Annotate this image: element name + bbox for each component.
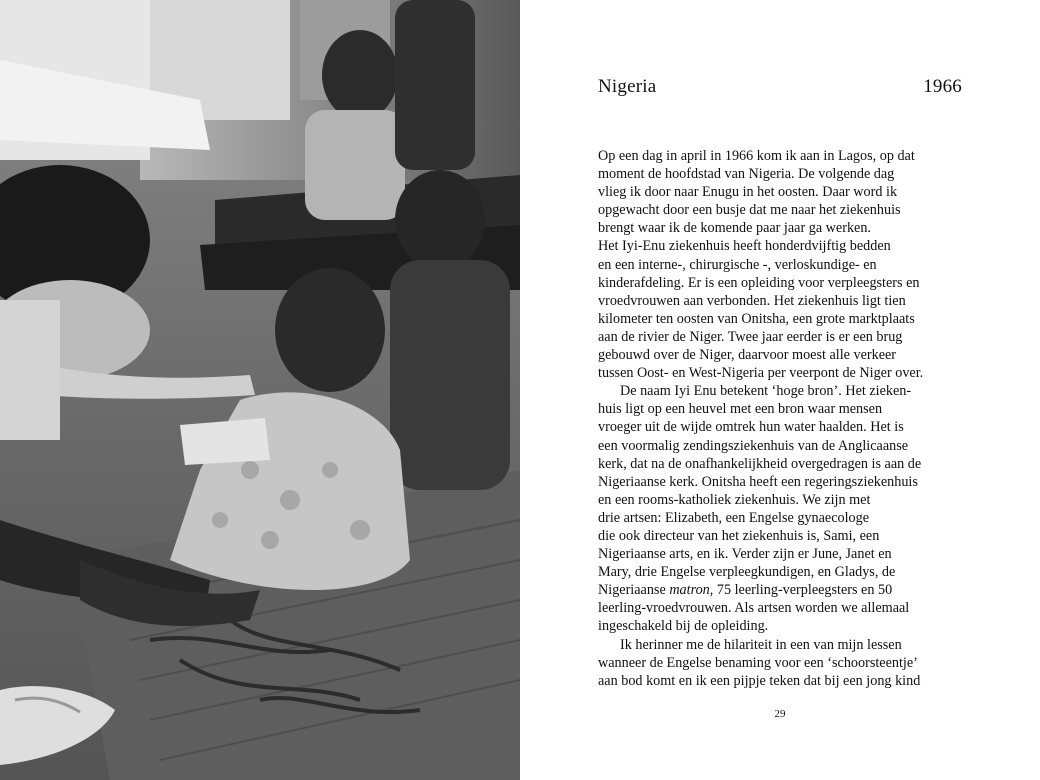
running-header bbox=[598, 76, 962, 102]
text-line: gebouwd over de Niger, daarvoor moest alle verkeer bbox=[598, 347, 897, 364]
text-line: aan bod komt en ik een pijpje teken dat bij een jong kind bbox=[598, 672, 921, 689]
text-line: moment de hoofdstad van Nigeria. De volgende dag bbox=[598, 166, 895, 183]
text-line: vroedvrouwen aan verbonden. Het ziekenhuis ligt tien bbox=[598, 292, 906, 309]
text-line: Het Iyi-Enu ziekenhuis heeft honderdvijftig bedden bbox=[598, 238, 891, 255]
text-line: aan de rivier de Niger. Twee jaar eerder is er een brug bbox=[598, 328, 903, 345]
text-line: een voormalig zendingsziekenhuis van de Anglicaanse bbox=[598, 437, 909, 454]
text-line: Nigeriaanse kerk. Onitsha heeft een regeringsziekenhuis bbox=[598, 473, 918, 490]
text-line: wanneer de Engelse benaming voor een ‘schoorsteentje’ bbox=[598, 654, 918, 671]
text-line: kinderafdeling. Er is een opleiding voor verpleegsters en bbox=[598, 274, 920, 291]
text-line: huis ligt op een heuvel met een bron waar mensen bbox=[598, 401, 883, 418]
text-line: Nigeriaanse matron, 75 leerling-verpleegsters en 50 bbox=[598, 582, 893, 599]
text-line: vlieg ik door naar Enugu in het oosten. Daar word ik bbox=[598, 184, 898, 201]
text-line: drie artsen: Elizabeth, een Engelse gynaecologe bbox=[598, 509, 870, 526]
chapter-year: 1966 bbox=[923, 76, 962, 97]
text-line: ingeschakeld bij de opleiding. bbox=[598, 618, 769, 635]
text-line: De naam Iyi Enu betekent ‘hoge bron’. Het zieken- bbox=[620, 383, 912, 400]
text-page bbox=[520, 0, 1040, 780]
text-line: en een interne-, chirurgische -, verloskundige- en bbox=[598, 256, 877, 273]
text-line: Nigeriaanse arts, en ik. Verder zijn er June, Janet en bbox=[598, 546, 892, 563]
text-line: leerling-vroedvrouwen. Als artsen worden we allemaal bbox=[598, 600, 910, 617]
page-number: 29 bbox=[774, 708, 786, 720]
text-line: vroeger uit de wijde omtrek hun water haalden. Het is bbox=[598, 419, 904, 436]
text-line: tussen Oost- en West-Nigeria per veerpont de Niger over. bbox=[598, 365, 924, 382]
chapter-title: Nigeria bbox=[598, 76, 657, 97]
text-line: Ik herinner me de hilariteit in een van mijn lessen bbox=[620, 636, 902, 653]
text-line: kilometer ten oosten van Onitsha, een grote marktplaats bbox=[598, 310, 915, 327]
text-line: opgewacht door een busje dat me naar het ziekenhuis bbox=[598, 202, 901, 219]
text-line: en een rooms-katholiek ziekenhuis. We zijn met bbox=[598, 491, 871, 508]
text-line: Mary, drie Engelse verpleegkundigen, en Gladys, de bbox=[598, 564, 896, 581]
body-text bbox=[598, 147, 964, 690]
text-line: kerk, dat na de onafhankelijkheid overgedragen is aan de bbox=[598, 455, 922, 472]
text-line: die ook directeur van het ziekenhuis is, Sami, een bbox=[598, 527, 880, 544]
text-line: brengt waar ik de komende paar jaar ga werken. bbox=[598, 220, 871, 237]
text-line: Op een dag in april in 1966 kom ik aan in Lagos, op dat bbox=[598, 148, 915, 164]
